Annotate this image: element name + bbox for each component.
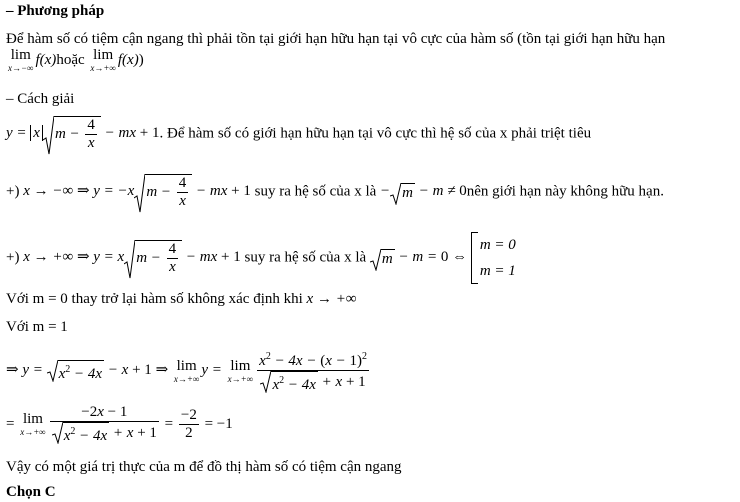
equation-1-explanation: . Để hàm số có giới hạn hữu hạn tại vô cực thì hệ số của x phải triệt tiêu	[159, 125, 592, 142]
equation-m1: ⇒ y = $x^2 - 4x - x + 1$ ⇒ lim x→+∞ y = lim x→+∞ $\frac{x^2 - 4x - (x - 1)^2}{x^2 - 4x + x + 1}$	[6, 351, 367, 393]
equation-limit-result-line	[6, 404, 233, 445]
case-1-marker: +)	[6, 183, 20, 200]
system-row-1: m = 0	[479, 237, 516, 253]
equation-1-line	[6, 116, 591, 152]
case-2-marker: +)	[6, 249, 20, 266]
equation-limit-result: = lim x→+∞ $\frac{-2x - 1}{x^2 - 4x + x + 1}$ = $\frac{-2}{2}$ = −1	[6, 404, 233, 444]
equation-1: y = x m − $\frac{4}{x}$ − mx + 1	[6, 125, 160, 141]
case-2-condition: m − m = 0 ⇔	[370, 249, 467, 265]
limit-plus-infinity: lim x→+∞	[90, 47, 116, 73]
hoac-word: hoặc	[56, 51, 85, 68]
m-zero-text: Với m = 0 thay trở lại hàm số không xác định khi	[6, 291, 303, 307]
fx-1: f(x)	[35, 51, 57, 68]
case-1-equation: x → −∞ ⇒ y = −x m − $\frac{4}{x}$ − mx + 1	[23, 183, 251, 199]
system-row-2: m = 1	[479, 263, 516, 279]
case-1-text-b: nên giới hạn này không hữu hạn.	[466, 183, 664, 200]
solution-document	[6, 0, 738, 502]
solution-system	[471, 232, 516, 284]
conclusion-text: Vậy có một giá trị thực của m để đồ thị hàm số có tiệm cận ngang	[6, 459, 402, 475]
method-heading: – Phương pháp	[6, 3, 105, 19]
case-1-coefficient: − m − m ≠ 0	[380, 183, 467, 199]
case-2-equation: x → +∞ ⇒ y = x m − $\frac{4}{x}$ − mx + 1	[23, 249, 241, 265]
case-minus-infinity-line	[6, 174, 664, 210]
case-2-text-a: suy ra hệ số của x là	[244, 249, 367, 266]
fx-2: f(x)	[117, 51, 139, 68]
close-paren: )	[138, 51, 144, 68]
m-one-line: Với m = 1	[6, 319, 68, 335]
cach-giai-heading: – Cách giải	[6, 91, 75, 107]
case-1-text-a: suy ra hệ số của x là	[254, 183, 377, 200]
answer-choice: Chọn C	[6, 484, 56, 500]
limit-minus-infinity: lim x→−∞	[8, 47, 34, 73]
limit-expression-line	[6, 48, 144, 73]
m-zero-line	[6, 290, 357, 308]
intro-paragraph: Để hàm số có tiệm cận ngang thì phải tồn tại giới hạn hữu hạn tại vô cực của hàm số (tồn tại giới hạn hữu hạn	[6, 31, 666, 47]
equation-m1-line	[6, 348, 371, 394]
m-zero-limit: x → +∞	[306, 291, 357, 307]
case-plus-infinity-line	[6, 232, 516, 284]
